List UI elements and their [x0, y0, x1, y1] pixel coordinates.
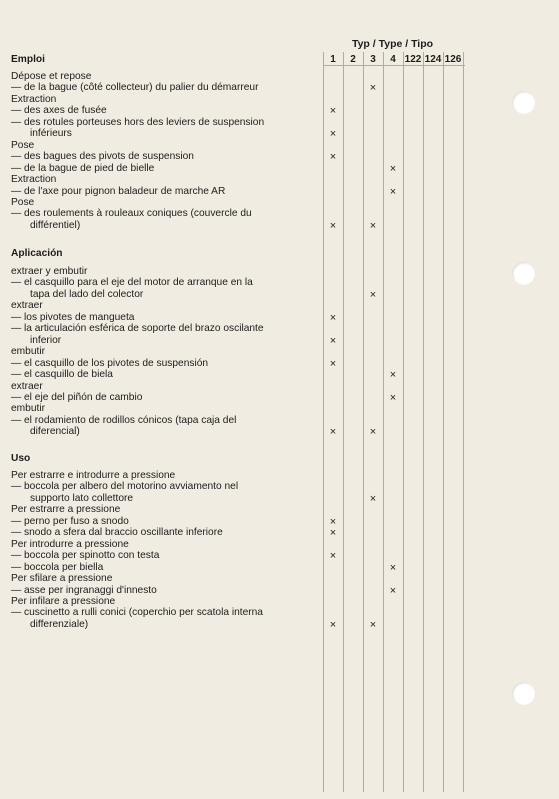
- applicable-mark-type-3: ×: [369, 220, 377, 232]
- usage-line: Dépose et repose: [11, 71, 92, 82]
- header-rule: [323, 65, 465, 66]
- usage-line: tapa del lado del colector: [30, 289, 144, 300]
- usage-line: — des axes de fusée: [11, 105, 107, 116]
- column-divider: [343, 52, 344, 792]
- applicable-mark-type-1: ×: [329, 619, 337, 631]
- usage-line: — el rodamiento de rodillos cónicos (tapa caja del: [11, 415, 237, 426]
- applicable-mark-type-1: ×: [329, 358, 337, 370]
- usage-line: Per estrarre e introdurre a pressione: [11, 470, 176, 481]
- binder-hole: [512, 91, 535, 114]
- applicable-mark-type-1: ×: [329, 516, 337, 528]
- section-title: Aplicación: [11, 248, 63, 259]
- applicable-mark-type-1: ×: [329, 426, 337, 438]
- usage-line: — el casquillo para el eje del motor de arranque en la: [11, 277, 253, 288]
- usage-line: diferencial): [30, 426, 80, 437]
- usage-line: inferior: [30, 335, 62, 346]
- usage-line: — des rotules porteuses hors des leviers de suspension: [11, 117, 265, 128]
- applicable-mark-type-1: ×: [329, 105, 337, 117]
- usage-line: — snodo a sfera dal braccio oscillante inferiore: [11, 527, 223, 538]
- applicable-mark-type-1: ×: [329, 550, 337, 562]
- column-divider: [323, 52, 324, 792]
- usage-line: — el casquillo de biela: [11, 369, 113, 380]
- column-divider: [403, 52, 404, 792]
- column-header-type-1: 1: [330, 54, 336, 65]
- usage-line: — boccola per spinotto con testa: [11, 550, 160, 561]
- column-header-type-122: 122: [404, 54, 422, 65]
- applicable-mark-type-1: ×: [329, 220, 337, 232]
- binder-hole: [512, 262, 535, 285]
- column-header-type-4: 4: [390, 54, 396, 65]
- usage-line: — de la bague de pied de bielle: [11, 163, 155, 174]
- usage-line: — el casquillo de los pivotes de suspensión: [11, 358, 209, 369]
- applicable-mark-type-4: ×: [389, 163, 397, 175]
- usage-line: — de l'axe pour pignon baladeur de marche AR: [11, 186, 226, 197]
- usage-line: — la articulación esférica de soporte del brazo oscilante: [11, 323, 264, 334]
- column-header-type-2: 2: [350, 54, 356, 65]
- usage-line: extraer: [11, 381, 43, 392]
- type-header-title: Typ / Type / Tipo: [351, 38, 434, 50]
- applicable-mark-type-3: ×: [369, 619, 377, 631]
- applicable-mark-type-4: ×: [389, 369, 397, 381]
- usage-line: — el eje del piñón de cambio: [11, 392, 143, 403]
- column-header-type-3: 3: [370, 54, 376, 65]
- usage-line: extraer: [11, 300, 43, 311]
- applicable-mark-type-1: ×: [329, 151, 337, 163]
- applicable-mark-type-4: ×: [389, 585, 397, 597]
- usage-line: supporto lato collettore: [30, 493, 134, 504]
- section-title: Uso: [11, 453, 31, 464]
- usage-line: — asse per ingranaggi d'innesto: [11, 585, 157, 596]
- usage-line: inférieurs: [30, 128, 72, 139]
- usage-line: — perno per fuso a snodo: [11, 516, 129, 527]
- usage-line: Pose: [11, 197, 35, 208]
- applicable-mark-type-3: ×: [369, 289, 377, 301]
- applicable-mark-type-4: ×: [389, 186, 397, 198]
- applicable-mark-type-4: ×: [389, 562, 397, 574]
- column-header-type-124: 124: [424, 54, 442, 65]
- column-divider: [463, 52, 464, 792]
- usage-line: — des bagues des pivots de suspension: [11, 151, 194, 162]
- section-title: Emploi: [11, 54, 45, 65]
- usage-line: Per introdurre a pressione: [11, 539, 129, 550]
- usage-line: extraer y embutir: [11, 266, 88, 277]
- column-divider: [423, 52, 424, 792]
- usage-line: — des roulements à rouleaux coniques (couvercle du: [11, 208, 252, 219]
- usage-line: Extraction: [11, 94, 57, 105]
- column-divider: [363, 52, 364, 792]
- applicable-mark-type-1: ×: [329, 128, 337, 140]
- applicable-mark-type-3: ×: [369, 82, 377, 94]
- usage-line: — boccola per albero del motorino avviamento nel: [11, 481, 239, 492]
- applicable-mark-type-3: ×: [369, 493, 377, 505]
- binder-hole: [512, 682, 535, 705]
- applicable-mark-type-1: ×: [329, 312, 337, 324]
- usage-line: embutir: [11, 346, 45, 357]
- column-divider: [443, 52, 444, 792]
- usage-line: Per infilare a pressione: [11, 596, 116, 607]
- usage-line: différentiel): [30, 220, 81, 231]
- column-header-type-126: 126: [444, 54, 462, 65]
- usage-line: differenziale): [30, 619, 89, 630]
- applicable-mark-type-3: ×: [369, 426, 377, 438]
- usage-line: Per estrarre a pressione: [11, 504, 121, 515]
- applicable-mark-type-1: ×: [329, 527, 337, 539]
- usage-line: — cuscinetto a rulli conici (coperchio per scatola interna: [11, 607, 263, 618]
- usage-line: Extraction: [11, 174, 57, 185]
- usage-line: — los pivotes de mangueta: [11, 312, 135, 323]
- usage-line: Per sfilare a pressione: [11, 573, 113, 584]
- applicable-mark-type-1: ×: [329, 335, 337, 347]
- applicable-mark-type-4: ×: [389, 392, 397, 404]
- usage-line: — boccola per biella: [11, 562, 104, 573]
- usage-line: — de la bague (côté collecteur) du palier du démarreur: [11, 82, 259, 93]
- usage-line: Pose: [11, 140, 35, 151]
- usage-line: embutir: [11, 403, 45, 414]
